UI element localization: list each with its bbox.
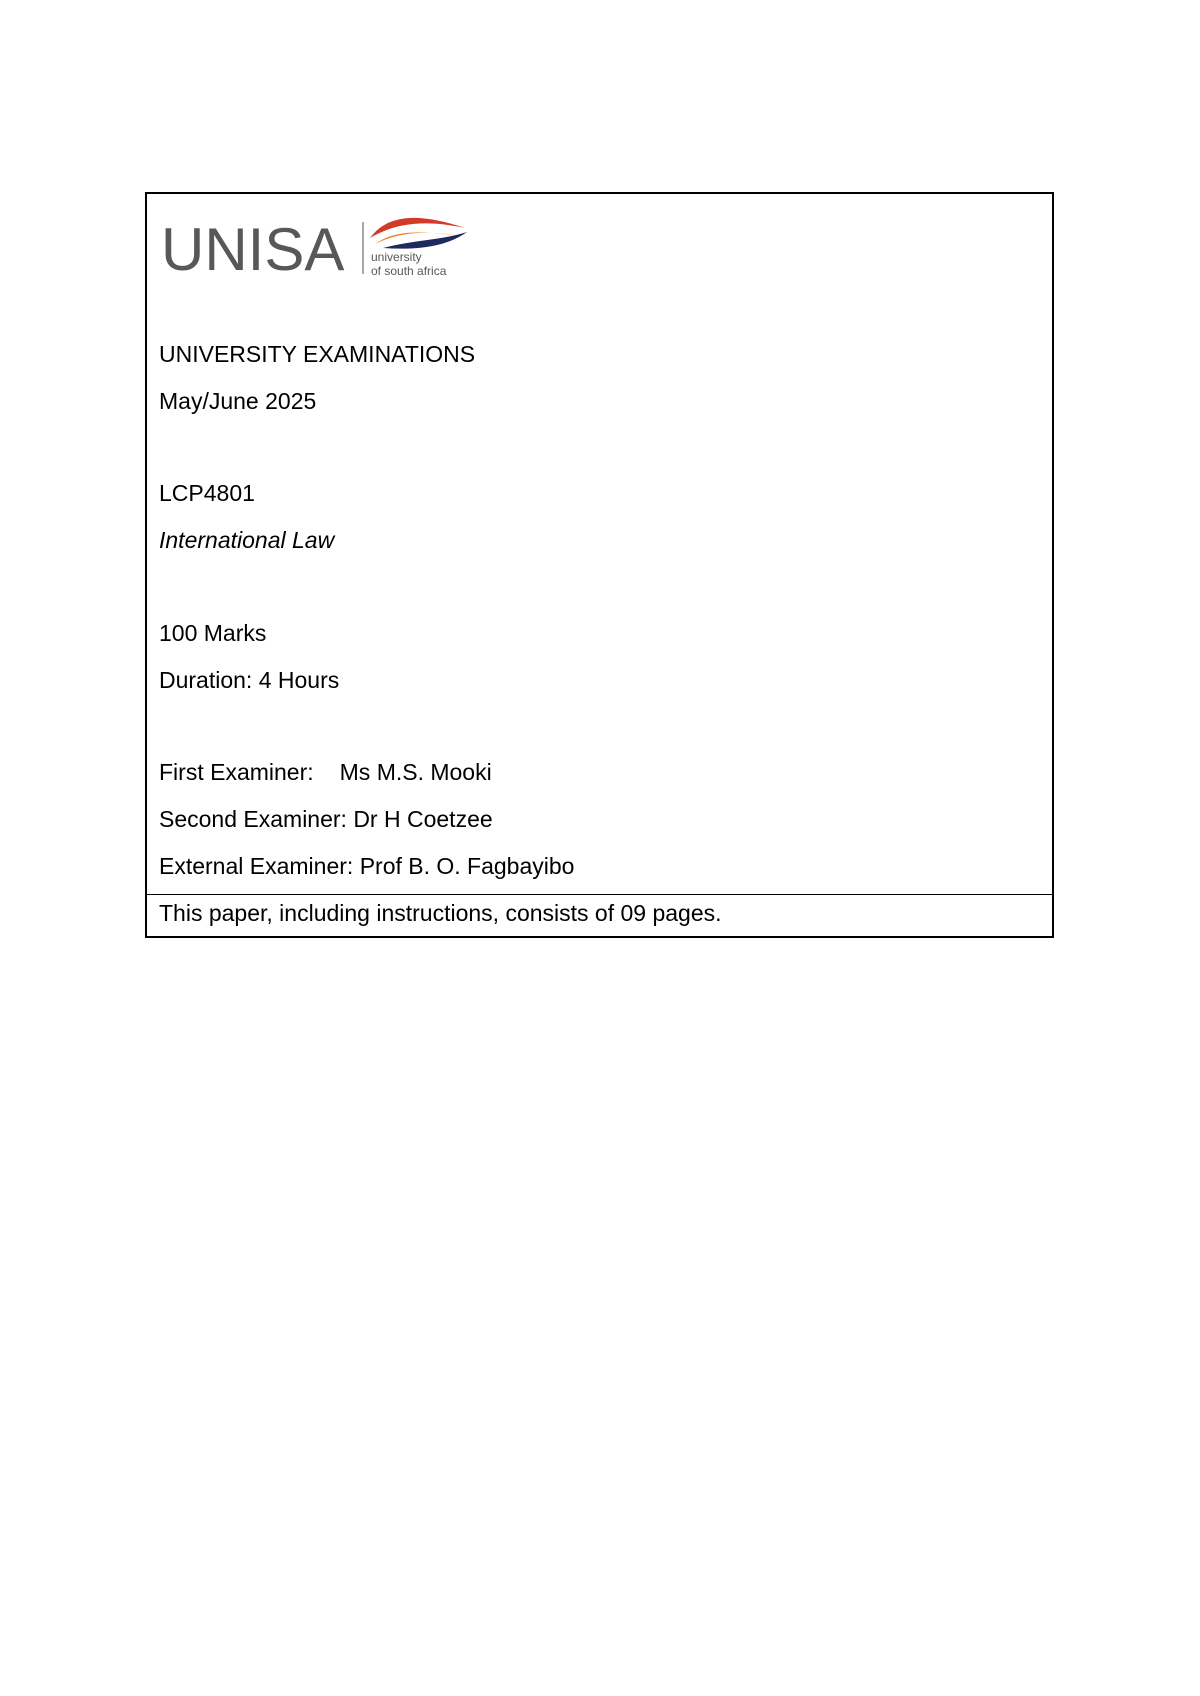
logo-wordmark: UNISA [161, 216, 345, 282]
second-examiner: Second Examiner: Dr H Coetzee [159, 806, 493, 832]
module-code: LCP4801 [159, 480, 255, 506]
exam-session: May/June 2025 [159, 388, 317, 414]
exam-heading: UNIVERSITY EXAMINATIONS [159, 341, 476, 367]
exam-duration: Duration: 4 Hours [159, 667, 340, 693]
logo-tagline-1: university [371, 250, 422, 264]
footer-divider [147, 894, 1052, 895]
first-examiner [159, 758, 492, 786]
logo-flame-red [370, 218, 465, 238]
unisa-logo [161, 206, 471, 282]
external-examiner: External Examiner: Prof B. O. Fagbayibo [159, 853, 575, 879]
total-marks: 100 Marks [159, 620, 267, 646]
exam-cover-box [145, 192, 1054, 938]
logo-tagline-2: of south africa [371, 264, 447, 278]
module-title: International Law [159, 527, 335, 553]
first-examiner-label: First Examiner: [159, 759, 314, 785]
page-count-note: This paper, including instructions, consists of 09 pages. [159, 900, 722, 926]
logo-flame-navy [383, 232, 467, 249]
first-examiner-name: Ms M.S. Mooki [339, 759, 492, 785]
